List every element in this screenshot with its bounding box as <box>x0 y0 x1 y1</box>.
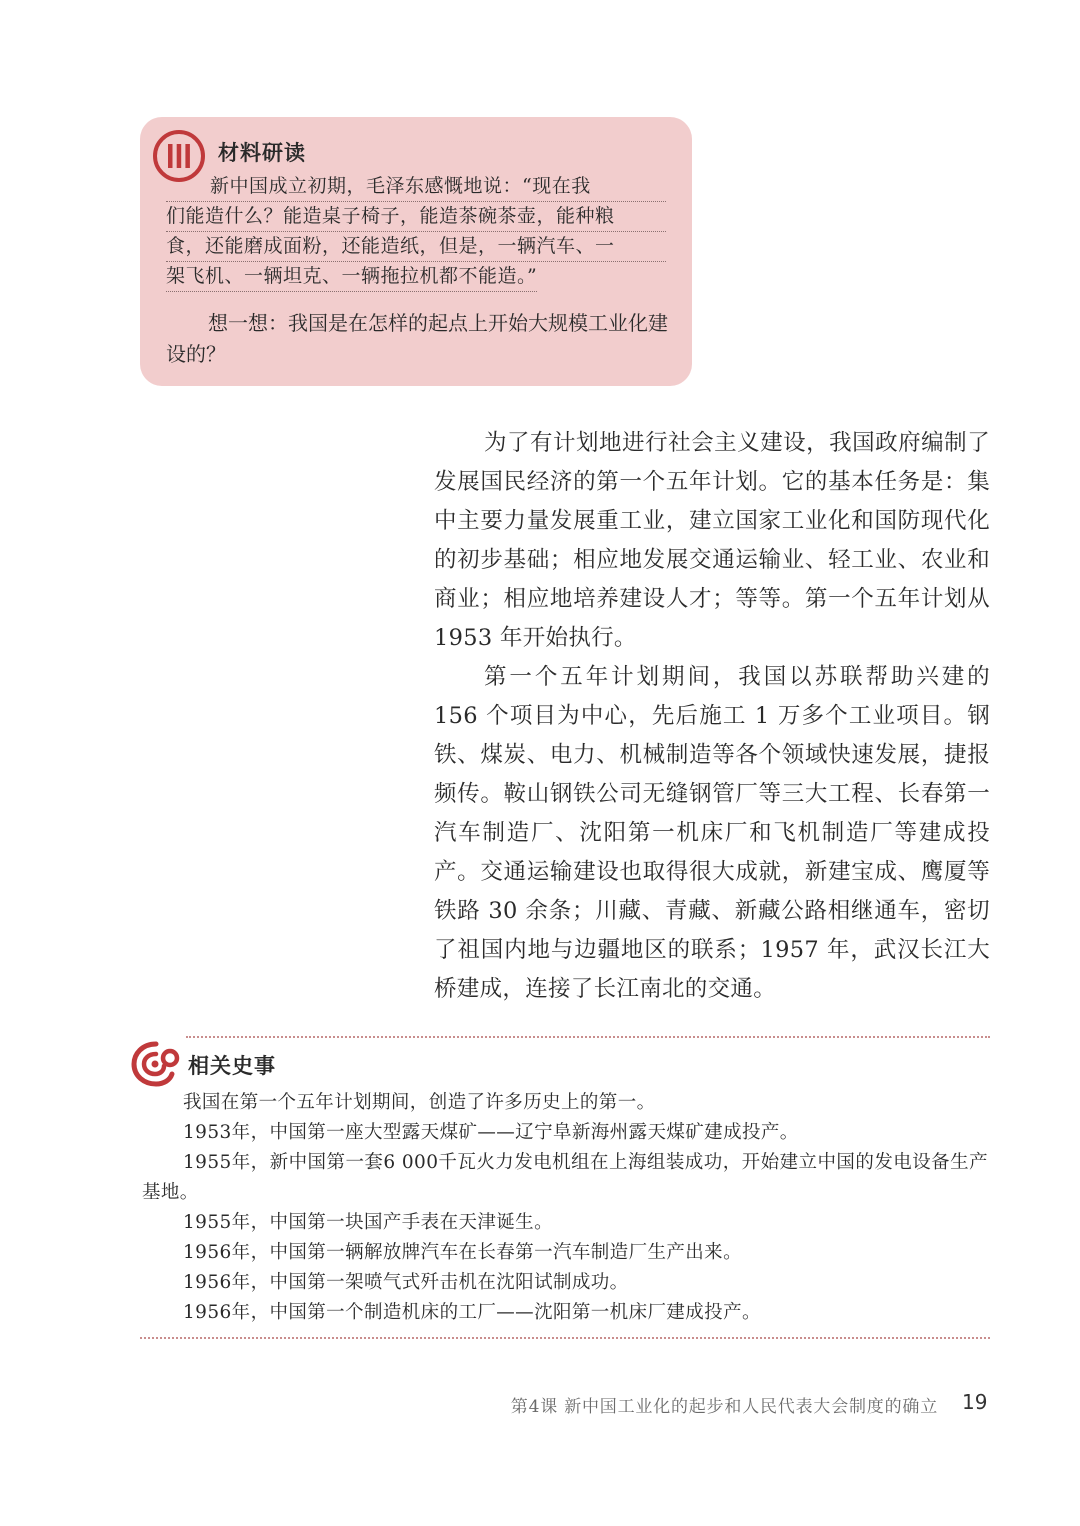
history-item: 1953年，中国第一座大型露天煤矿——辽宁阜新海州露天煤矿建成投产。 <box>183 1122 799 1143</box>
history-top-divider <box>186 1036 990 1038</box>
history-item: 我国在第一个五年计划期间，创造了许多历史上的第一。 <box>183 1092 656 1113</box>
quote-line: 架飞机、一辆坦克、一辆拖拉机都不能造。” <box>166 262 537 292</box>
paragraph: 第一个五年计划期间，我国以苏联帮助兴建的 156 个项目为中心，先后施工 1 万多个工业项目。钢铁、煤炭、电力、机械制造等各个领域快速发展，捷报频传。鞍山钢铁公司无缝钢管厂等三大工程、长春第一汽车制造厂、沈阳第一机床厂和飞机制造厂等建成投产。交通运输建设也取得很大成就，新建宝成、鹰厦等铁路 30 余条；川藏、青藏、新藏公路相继通车，密切了祖国内地与边疆地区的联系；1957 年，武汉长江大桥建成，连接了长江南北的交通。 <box>434 664 990 1002</box>
swirl-icon <box>128 1036 184 1092</box>
history-item: 1956年，中国第一辆解放牌汽车在长春第一汽车制造厂生产出来。 <box>183 1242 742 1263</box>
quote-line: 们能造什么？能造桌子椅子，能造茶碗茶壶，能种粮 <box>166 202 666 232</box>
paragraph: 为了有计划地进行社会主义建设，我国政府编制了发展国民经济的第一个五年计划。它的基本任务是：集中主要力量发展重工业，建立国家工业化和国防现代化的初步基础；相应地发展交通运输业、轻工业、农业和商业；相应地培养建设人才；等等。第一个五年计划从 1953 年开始执行。 <box>434 430 990 651</box>
history-body <box>142 1088 988 1328</box>
material-quote <box>166 172 666 292</box>
lesson-title: 第4课 新中国工业化的起步和人民代表大会制度的确立 <box>510 1397 938 1417</box>
quote-line: 新中国成立初期，毛泽东感慨地说：“现在我 <box>166 172 666 202</box>
material-reading-box <box>140 117 692 386</box>
material-question: 想一想：我国是在怎样的起点上开始大规模工业化建设的？ <box>166 311 668 366</box>
history-item: 1956年，中国第一架喷气式歼击机在沈阳试制成功。 <box>183 1272 629 1293</box>
quote-line: 食，还能磨成面粉，还能造纸，但是，一辆汽车、一 <box>166 232 666 262</box>
history-bottom-divider <box>140 1337 990 1339</box>
history-item: 1955年，中国第一块国产手表在天津诞生。 <box>183 1212 553 1233</box>
history-item: 1956年，中国第一个制造机床的工厂——沈阳第一机床厂建成投产。 <box>183 1302 761 1323</box>
material-title: 材料研读 <box>218 141 306 165</box>
main-text <box>434 424 990 1009</box>
page-number: 19 <box>962 1390 988 1414</box>
history-title: 相关史事 <box>188 1054 276 1078</box>
history-item: 1955年，新中国第一套6 000千瓦火力发电机组在上海组装成功，开始建立中国的发电设备生产基地。 <box>142 1152 988 1203</box>
